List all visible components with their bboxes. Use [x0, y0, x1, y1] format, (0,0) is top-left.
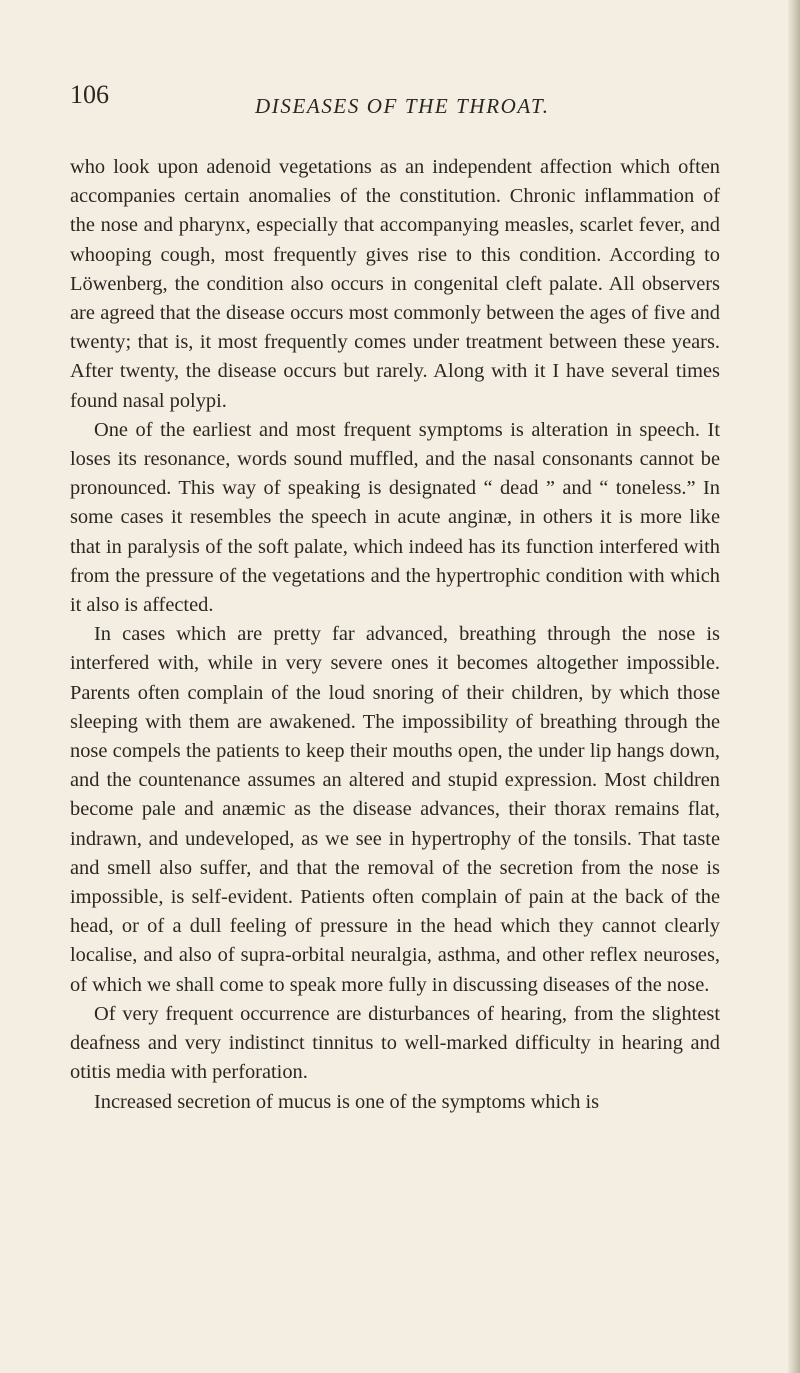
- paragraph-1: who look upon adenoid vegetations as an independent affection which often accompanies certain anomalies of the constitution. Chronic inflammation of the nose and pharynx, especially that accompanying measles, scarlet fever, and whooping cough, most frequently gives rise to this condition. According to Löwenberg, the condition also occurs in congenital cleft palate. All observers are agreed that the disease occurs most commonly between the ages of five and twenty; that is, it most frequently comes under treatment between these years. After twenty, the disease occurs but rarely. Along with it I have several times found nasal polypi.: [70, 156, 720, 412]
- page-number: 106: [70, 80, 109, 109]
- page-edge: [788, 0, 800, 1373]
- page-header: [70, 80, 750, 130]
- paragraph-3: In cases which are pretty far advanced, breathing through the nose is interfered with, while in very severe ones it becomes altogether impossible. Parents often complain of the loud snoring of their children, by which those sleeping with them are awakened. The impossibility of breathing through the nose compels the patients to keep their mouths open, the under lip hangs down, and the countenance assumes an altered and stupid expression. Most children become pale and anæmic as the disease advances, their thorax remains flat, indrawn, and undeveloped, as we see in hypertrophy of the tonsils. That taste and smell also suffer, and that the removal of the secretion from the nose is impossible, is self-evident. Patients often complain of pain at the back of the head, or of a dull feeling of pressure in the head which they cannot clearly localise, and also of supra-orbital neuralgia, asthma, and other reflex neuroses, of which we shall come to speak more fully in discussing diseases of the nose.: [70, 623, 720, 996]
- paragraph-5: Increased secretion of mucus is one of the symptoms which is: [94, 1090, 600, 1113]
- running-head: DISEASES OF THE THROAT.: [255, 94, 550, 118]
- paragraph-2: One of the earliest and most frequent symptoms is alteration in speech. It loses its resonance, words sound muffled, and the nasal consonants cannot be pronounced. This way of speaking is designated “ dead ” and “ toneless.” In some cases it resembles the speech in acute anginæ, in others it is more like that in paralysis of the soft palate, which indeed has its function interfered with from the pressure of the vegetations and the hypertrophic condition with which it also is affected.: [70, 418, 720, 617]
- paragraph-4: Of very frequent occurrence are disturbances of hearing, from the slightest deafness and very indistinct tinnitus to well-marked difficulty in hearing and otitis media with perforation.: [70, 1002, 720, 1084]
- body-text: [70, 153, 720, 1117]
